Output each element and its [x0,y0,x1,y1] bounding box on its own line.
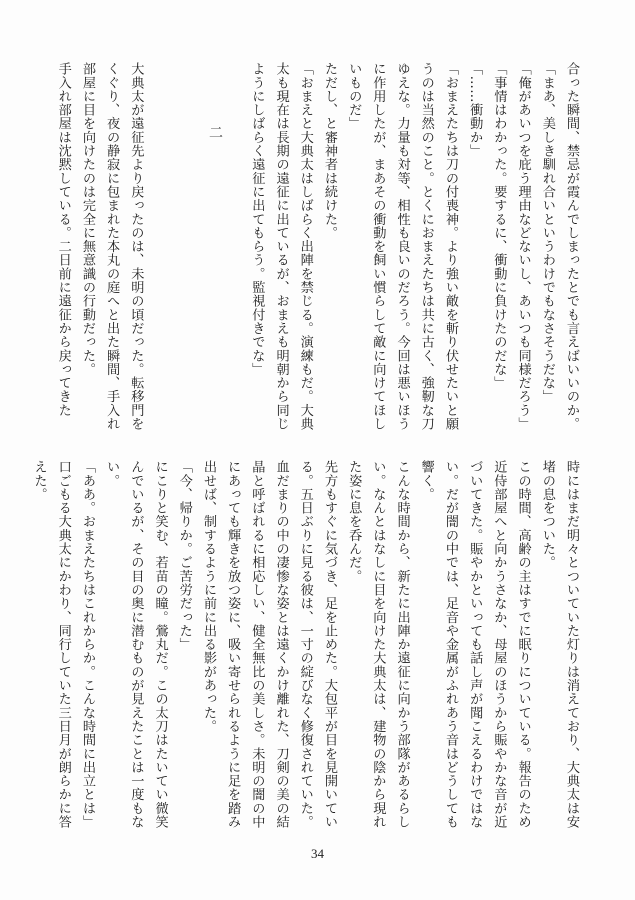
paragraph: 手入れ部屋は沈黙している。二日前に遠征から戻ってきた [55,62,71,417]
paragraph: 口ごもる大典太にかわり、同行していた三日月が朗らかに答えた。 [31,460,71,829]
paragraph: にこりと笑む、若苗の瞳。鶯丸だ。この太刀はたいてい微笑んでいるが、その目の奥に潜むものが見えたことは一度もない。 [104,460,168,829]
paragraph: 先方もすぐに気づき、足を止めた。大包平が目を見開いている。五日ぶりに見る彼は、一寸の綻びなく修復されていた。血だまりの中の凄惨な姿とは遠くかけ離れた、刀剣の美の結晶と呼ばれるに相応しい、健全無比の美しさ。未明の闇の中にあっても輝きを放つ姿に、吸い寄せられるように足を踏み出せば、制するように前に出る影があった。 [200,460,337,829]
paragraph: 「まあ、美しき馴れ合いというわけでもなさそうだな」 [539,62,555,404]
paragraph: 「おまえたちは刀の付喪神。より強い敵を斬り伏せたいと願うのは当然のこと。とくにおまえたちは共に古く、強靭な刀ゆえな。力量も対等、相性も良いのだろう。今回は悪いほうに作用したが、まあその衝動を飼い慣らして敵に向けてほしいものだ」 [346,62,458,431]
paragraph: 「ああ。おまえたちはこれからか。こんな時間に出立とは」 [79,460,95,829]
paragraph: ただし、と審神者は続けた。 [321,62,337,240]
blank-line [172,62,196,440]
paragraph: 「今、帰りか。ご苦労だった」 [176,460,192,652]
paragraph: この時間、高齢の主はすでに眠りについている。報告のため近侍部屋へと向かうさなか、母屋のほうから賑やかな音が近づいてきた。賑やかといっても話し声が聞こえるわけではない。だが闇の中では、足音や金属がふれあう音はどうしても響く。 [418,460,531,829]
section-heading: 二 [207,125,223,139]
paragraph: 「……衝動か」 [467,62,483,158]
lower-text-block [26,460,583,838]
paragraph: 「俺があいつを庇う理由などないし、あいつも同様だろう」 [515,62,531,431]
paragraph: 大典太が遠征先より戻ったのは、未明の頃だった。転移門をくぐり、夜の静寂に包まれた本丸の庭へと出た瞬間、手入れ部屋に目を向けたのは完全に無意識の行動だった。 [79,62,144,431]
paragraph: 「事情はわかった。要するに、衝動に負けたのだな」 [491,62,507,390]
paragraph: 時にはまだ明々とついていた灯りは消えており、大典太は安堵の息をついた。 [539,460,579,829]
blank-line [196,62,220,440]
blank-line [220,62,244,440]
paragraph: 合った瞬間、禁忌が霞んでしまったとでも言えばいいのか。 [564,62,579,431]
paragraph: こんな時間から、新たに出陣か遠征に向かう部隊があるらしい。なんとはなしに目を向けた大典太は、建物の陰から現れた姿に息を呑んだ。 [346,460,410,829]
blank-line [147,62,171,440]
page-number: 34 [311,846,324,861]
upper-text-block [51,62,583,440]
paragraph: 「おまえと大典太はしばらく出陣を禁じる。演練もだ。大典太も現在は長期の遠征に出ているが、おまえも明朝から同じようにしばらく遠征に出てもらう。監視付きでな」 [249,62,313,431]
